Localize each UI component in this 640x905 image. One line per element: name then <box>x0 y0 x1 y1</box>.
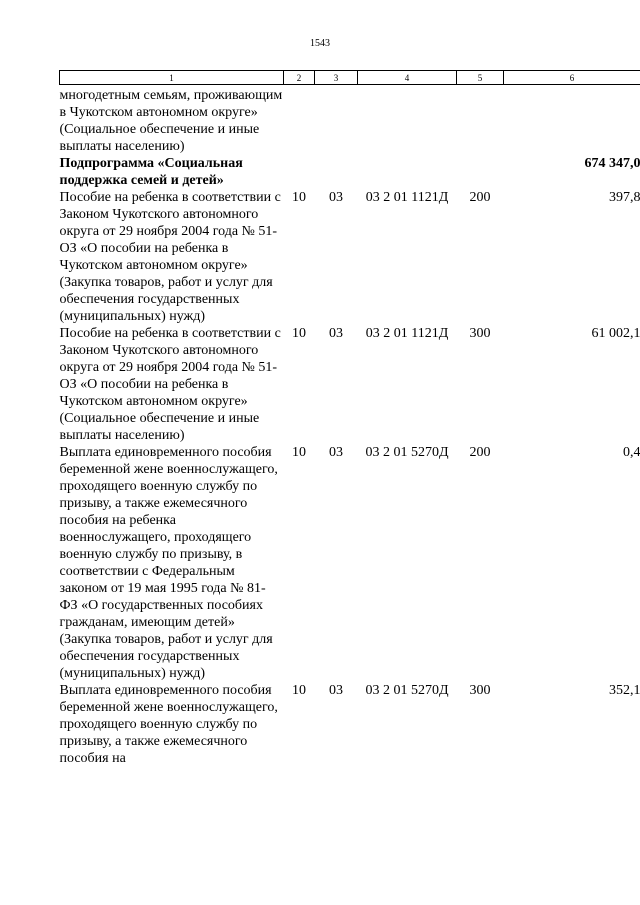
row-section: 10 <box>292 190 306 205</box>
header-col-2: 2 <box>284 71 315 85</box>
header-col-4: 4 <box>358 71 457 85</box>
table-row <box>60 189 640 325</box>
row-type: 200 <box>469 190 491 205</box>
row-subsection: 03 <box>329 190 343 205</box>
row-name: Выплата единовременного пособия беременной жене военнослужащего, проходящего военную службу по призыву, а также ежемесячного пособия на <box>59 683 278 766</box>
row-amount: 352,1 <box>609 683 640 698</box>
table-row <box>60 325 640 444</box>
table-row-subprogram <box>60 155 640 189</box>
row-target: 03 2 01 5270Д <box>365 445 449 460</box>
row-subsection: 03 <box>329 683 343 698</box>
table-row <box>60 682 640 767</box>
row-type: 200 <box>469 445 491 460</box>
row-section: 10 <box>292 326 306 341</box>
header-col-5: 5 <box>457 71 504 85</box>
row-type: 300 <box>469 326 491 341</box>
row-subsection <box>315 85 358 156</box>
page-number: 1543 <box>310 38 330 49</box>
row-amount <box>504 85 640 156</box>
row-name: Выплата единовременного пособия беременной жене военнослужащего, проходящего военную службу по призыву, а также ежемесячного пособия на ребенка военнослужащего, проходящего военную службу по призыву, в соответствии с Федеральным законом от 19 мая 1995 года № 81-ФЗ «О государственных пособиях гражданам, имеющим детей» (Закупка товаров, работ и услуг для обеспечения государственных (муниципальных) нужд) <box>59 445 278 681</box>
table-header-row <box>60 71 640 85</box>
row-amount: 0,4 <box>623 445 640 460</box>
header-col-6: 6 <box>504 71 640 85</box>
row-type <box>457 85 504 156</box>
table-row <box>60 444 640 682</box>
row-subsection <box>315 155 358 189</box>
row-subsection: 03 <box>329 445 343 460</box>
row-target <box>358 155 457 189</box>
row-section <box>284 155 315 189</box>
row-type <box>457 155 504 189</box>
row-name: Пособие на ребенка в соответствии с Законом Чукотского автономного округа от 29 ноября 2004 года № 51-ОЗ «О пособии на ребенка в Чукотском автономном округе» (Социальное обеспечение и иные выплаты населению) <box>59 326 281 443</box>
row-section: 10 <box>292 445 306 460</box>
row-target: 03 2 01 1121Д <box>365 190 449 205</box>
row-name: многодетным семьям, проживающим в Чукотском автономном округе» (Социальное обеспечение и иные выплаты населению) <box>59 88 283 154</box>
row-section: 10 <box>292 683 306 698</box>
row-amount: 674 347,0 <box>584 156 640 171</box>
budget-table <box>59 70 640 767</box>
table-row <box>60 85 640 156</box>
row-name: Пособие на ребенка в соответствии с Законом Чукотского автономного округа от 29 ноября 2004 года № 51-ОЗ «О пособии на ребенка в Чукотском автономном округе» (Закупка товаров, работ и услуг для обеспечения государственных (муниципальных) нужд) <box>59 190 281 324</box>
row-amount: 61 002,1 <box>591 326 640 341</box>
row-name: Подпрограмма «Социальная поддержка семей и детей» <box>59 156 243 188</box>
row-subsection: 03 <box>329 326 343 341</box>
row-target: 03 2 01 5270Д <box>365 683 449 698</box>
header-col-1: 1 <box>60 71 284 85</box>
row-amount: 397,8 <box>609 190 640 205</box>
row-target <box>358 85 457 156</box>
row-target: 03 2 01 1121Д <box>365 326 449 341</box>
row-section <box>284 85 315 156</box>
row-type: 300 <box>469 683 491 698</box>
header-col-3: 3 <box>315 71 358 85</box>
